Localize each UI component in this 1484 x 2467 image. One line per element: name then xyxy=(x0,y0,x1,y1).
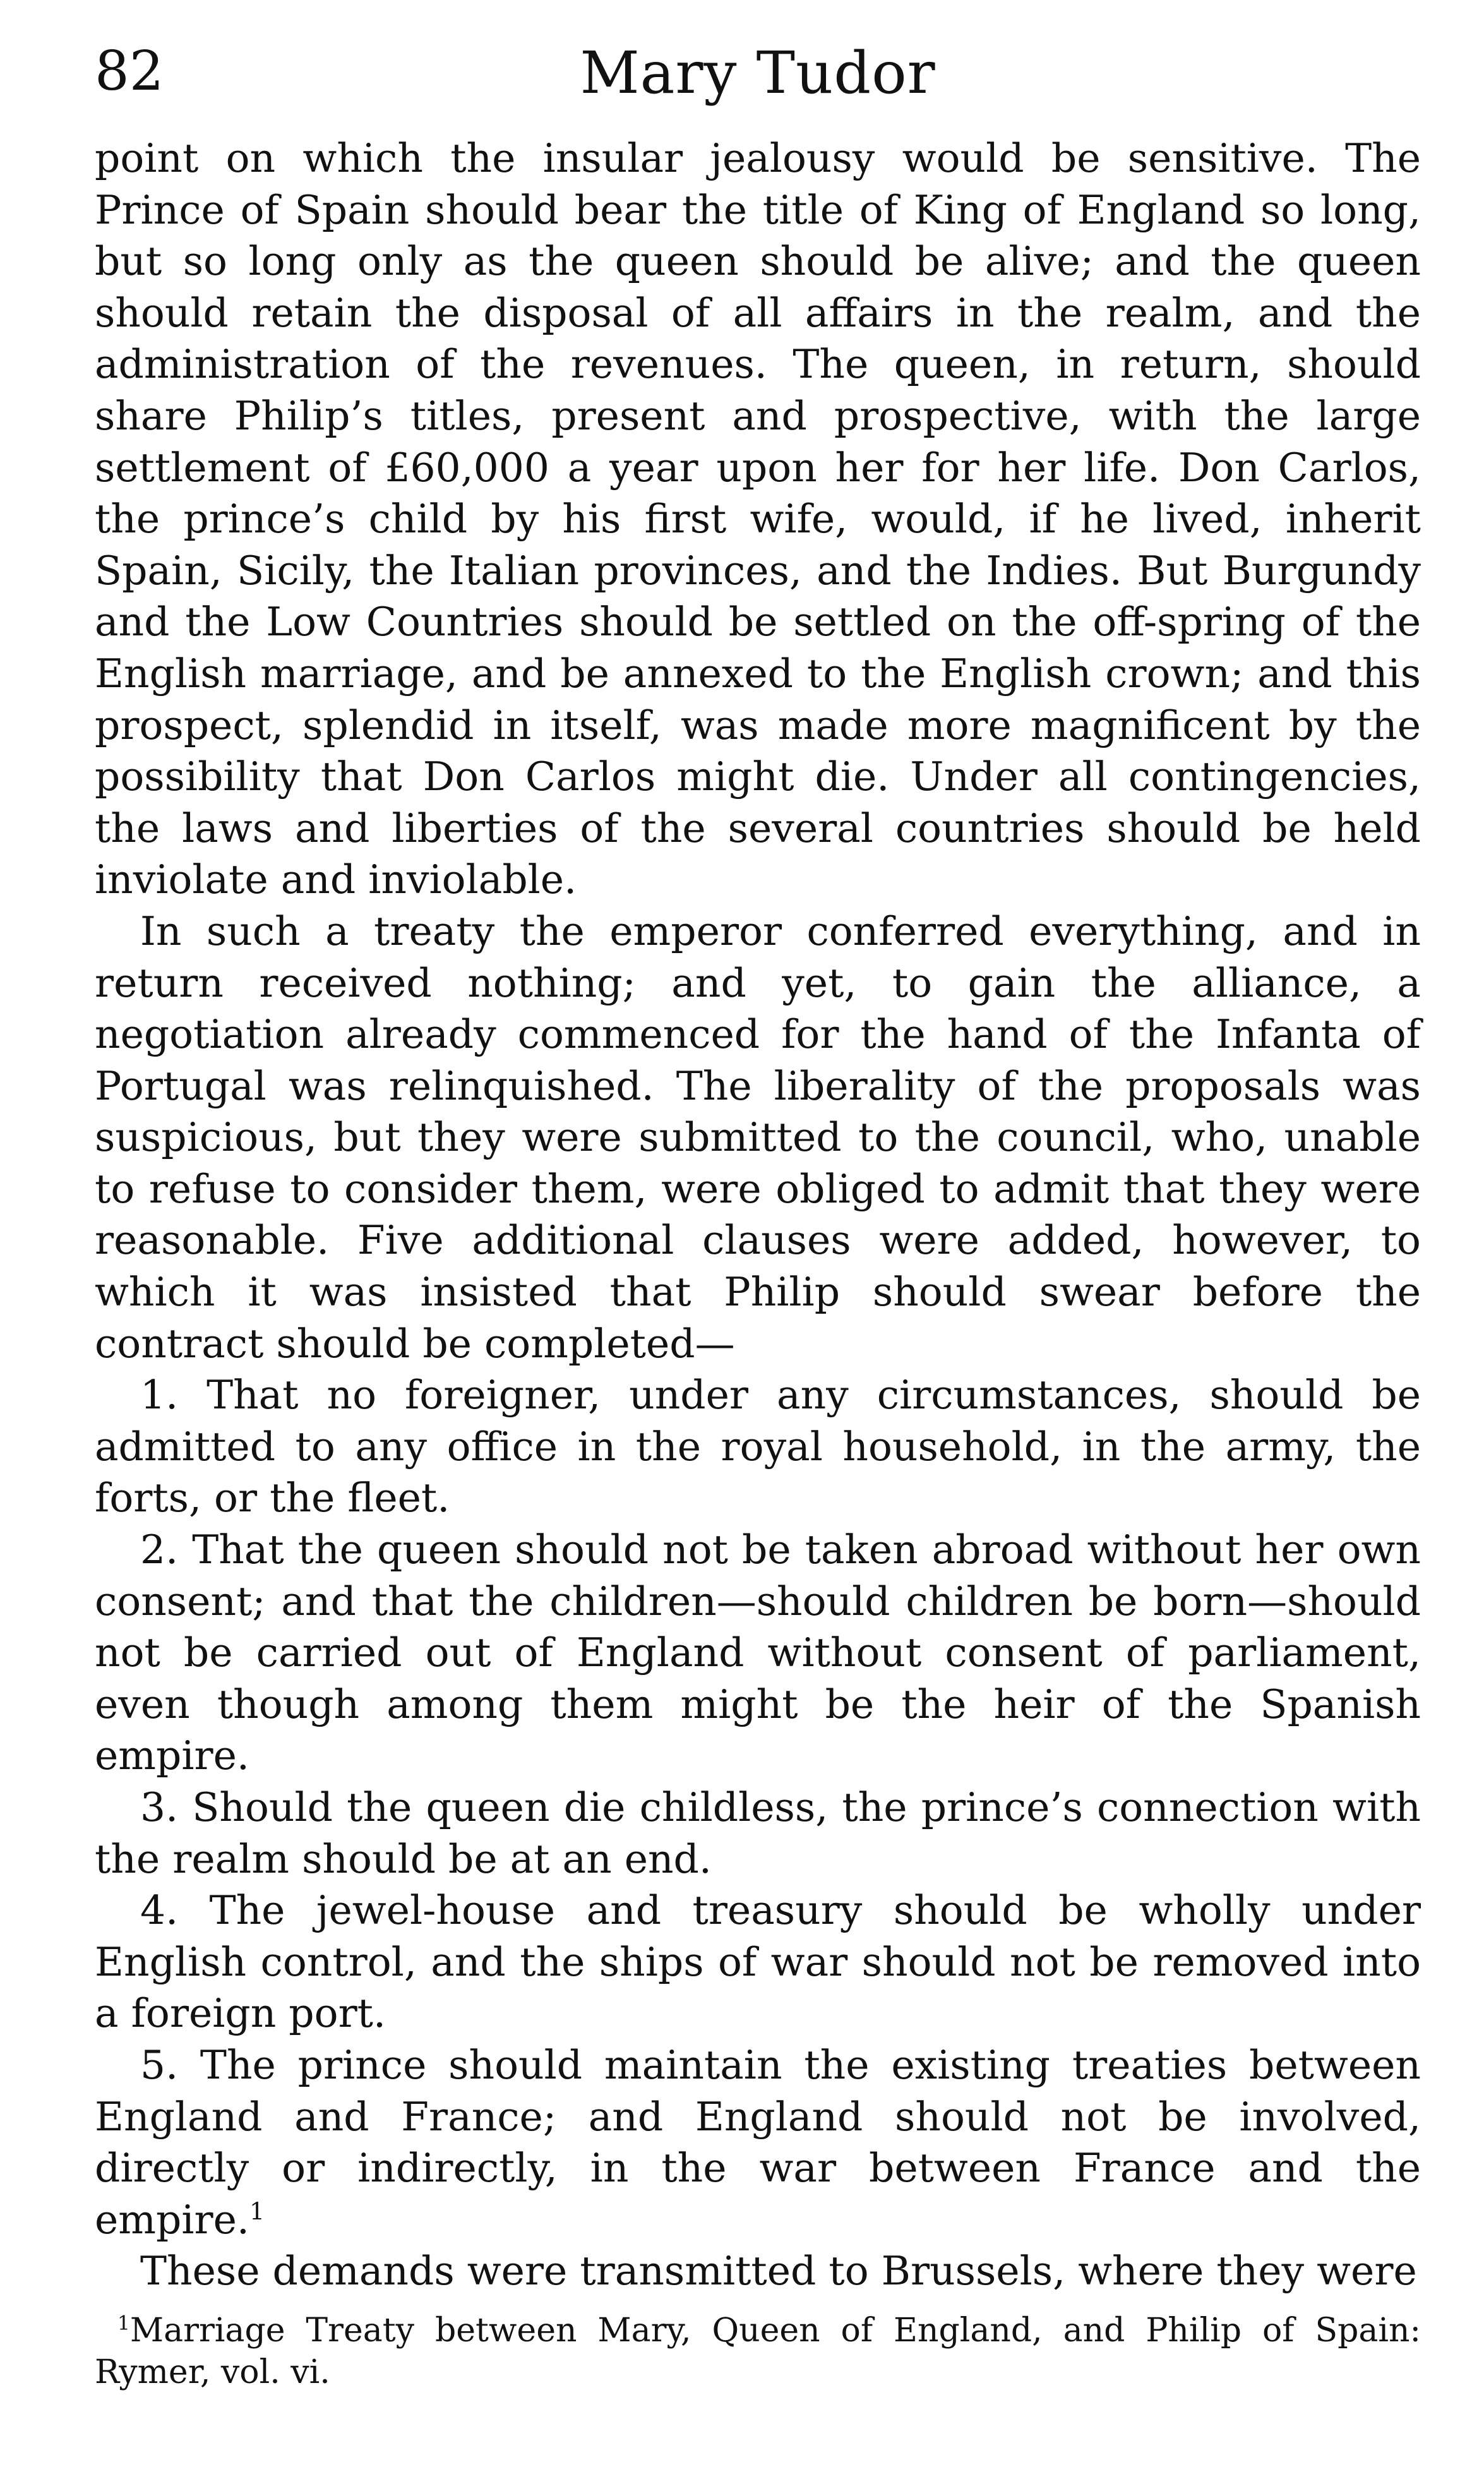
footnote-1 xyxy=(95,2310,1421,2393)
clause-4: 4. The jewel-house and treasury should be wholly under English control, and the ships of war should not be removed into a foreign port. xyxy=(95,1887,1421,2037)
clause-1: 1. That no foreigner, under any circumstances, should be admitted to any office in the royal household, in the army, the forts, or the fleet. xyxy=(95,1372,1421,1522)
footnote-reference[interactable]: 1 xyxy=(249,2197,265,2225)
book-page xyxy=(95,38,1421,2393)
clause-5-text: 5. The prince should maintain the existing treaties between England and France; and England should not be involved, directly or indirectly, in the war between France and the empire. xyxy=(95,2041,1421,2243)
running-title: Mary Tudor xyxy=(580,39,936,107)
footnote-marker: 1 xyxy=(117,2312,130,2335)
paragraph-treaty: In such a treaty the emperor conferred everything, and in return received nothing; and yet, to gain the alliance, a negotiation already commenced for the hand of the Infanta of Portugal was relinquished. The liberality of the proposals was suspicious, but they were submitted to the council, who, unable to refuse to consider them, were obliged to admit that they were reasonable. Five additional clauses were added, however, to which it was insisted that Philip should swear before the contract should be completed— xyxy=(95,908,1421,1367)
clause-3: 3. Should the queen die childless, the prince’s connection with the realm should be at an end. xyxy=(95,1784,1421,1882)
body-text xyxy=(95,133,1421,2297)
page-number: 82 xyxy=(95,40,164,103)
clause-2: 2. That the queen should not be taken abroad without her own consent; and that the children—should children be born—should not be carried out of England without consent of parliament, even though among them might be the heir of the Spanish empire. xyxy=(95,1527,1421,1779)
footnote-text: Marriage Treaty between Mary, Queen of England, and Philip of Spain: Rymer, vol. vi. xyxy=(95,2311,1421,2391)
clause-5 xyxy=(95,2039,1421,2245)
page-header xyxy=(95,38,1421,133)
paragraph-continued: point on which the insular jealousy would be sensitive. The Prince of Spain should bear the title of King of England so long, but so long only as the queen should be alive; and the queen should retain the disposal of all affairs in the realm, and the administration of the revenues. The queen, in return, should share Philip’s titles, present and prospective, with the large settlement of £60,000 a year upon her for her life. Don Carlos, the prince’s child by his first wife, would, if he lived, inherit Spain, Sicily, the Italian provinces, and the Indies. But Burgundy and the Low Countries should be settled on the off-spring of the English marriage, and be annexed to the English crown; and this prospect, splendid in itself, was made more magnificent by the possibility that Don Carlos might die. Under all contingencies, the laws and liberties of the several countries should be held inviolate and inviolable. xyxy=(95,135,1421,903)
footnotes xyxy=(95,2310,1421,2393)
paragraph-brussels: These demands were transmitted to Brussels, where they were xyxy=(140,2248,1417,2295)
